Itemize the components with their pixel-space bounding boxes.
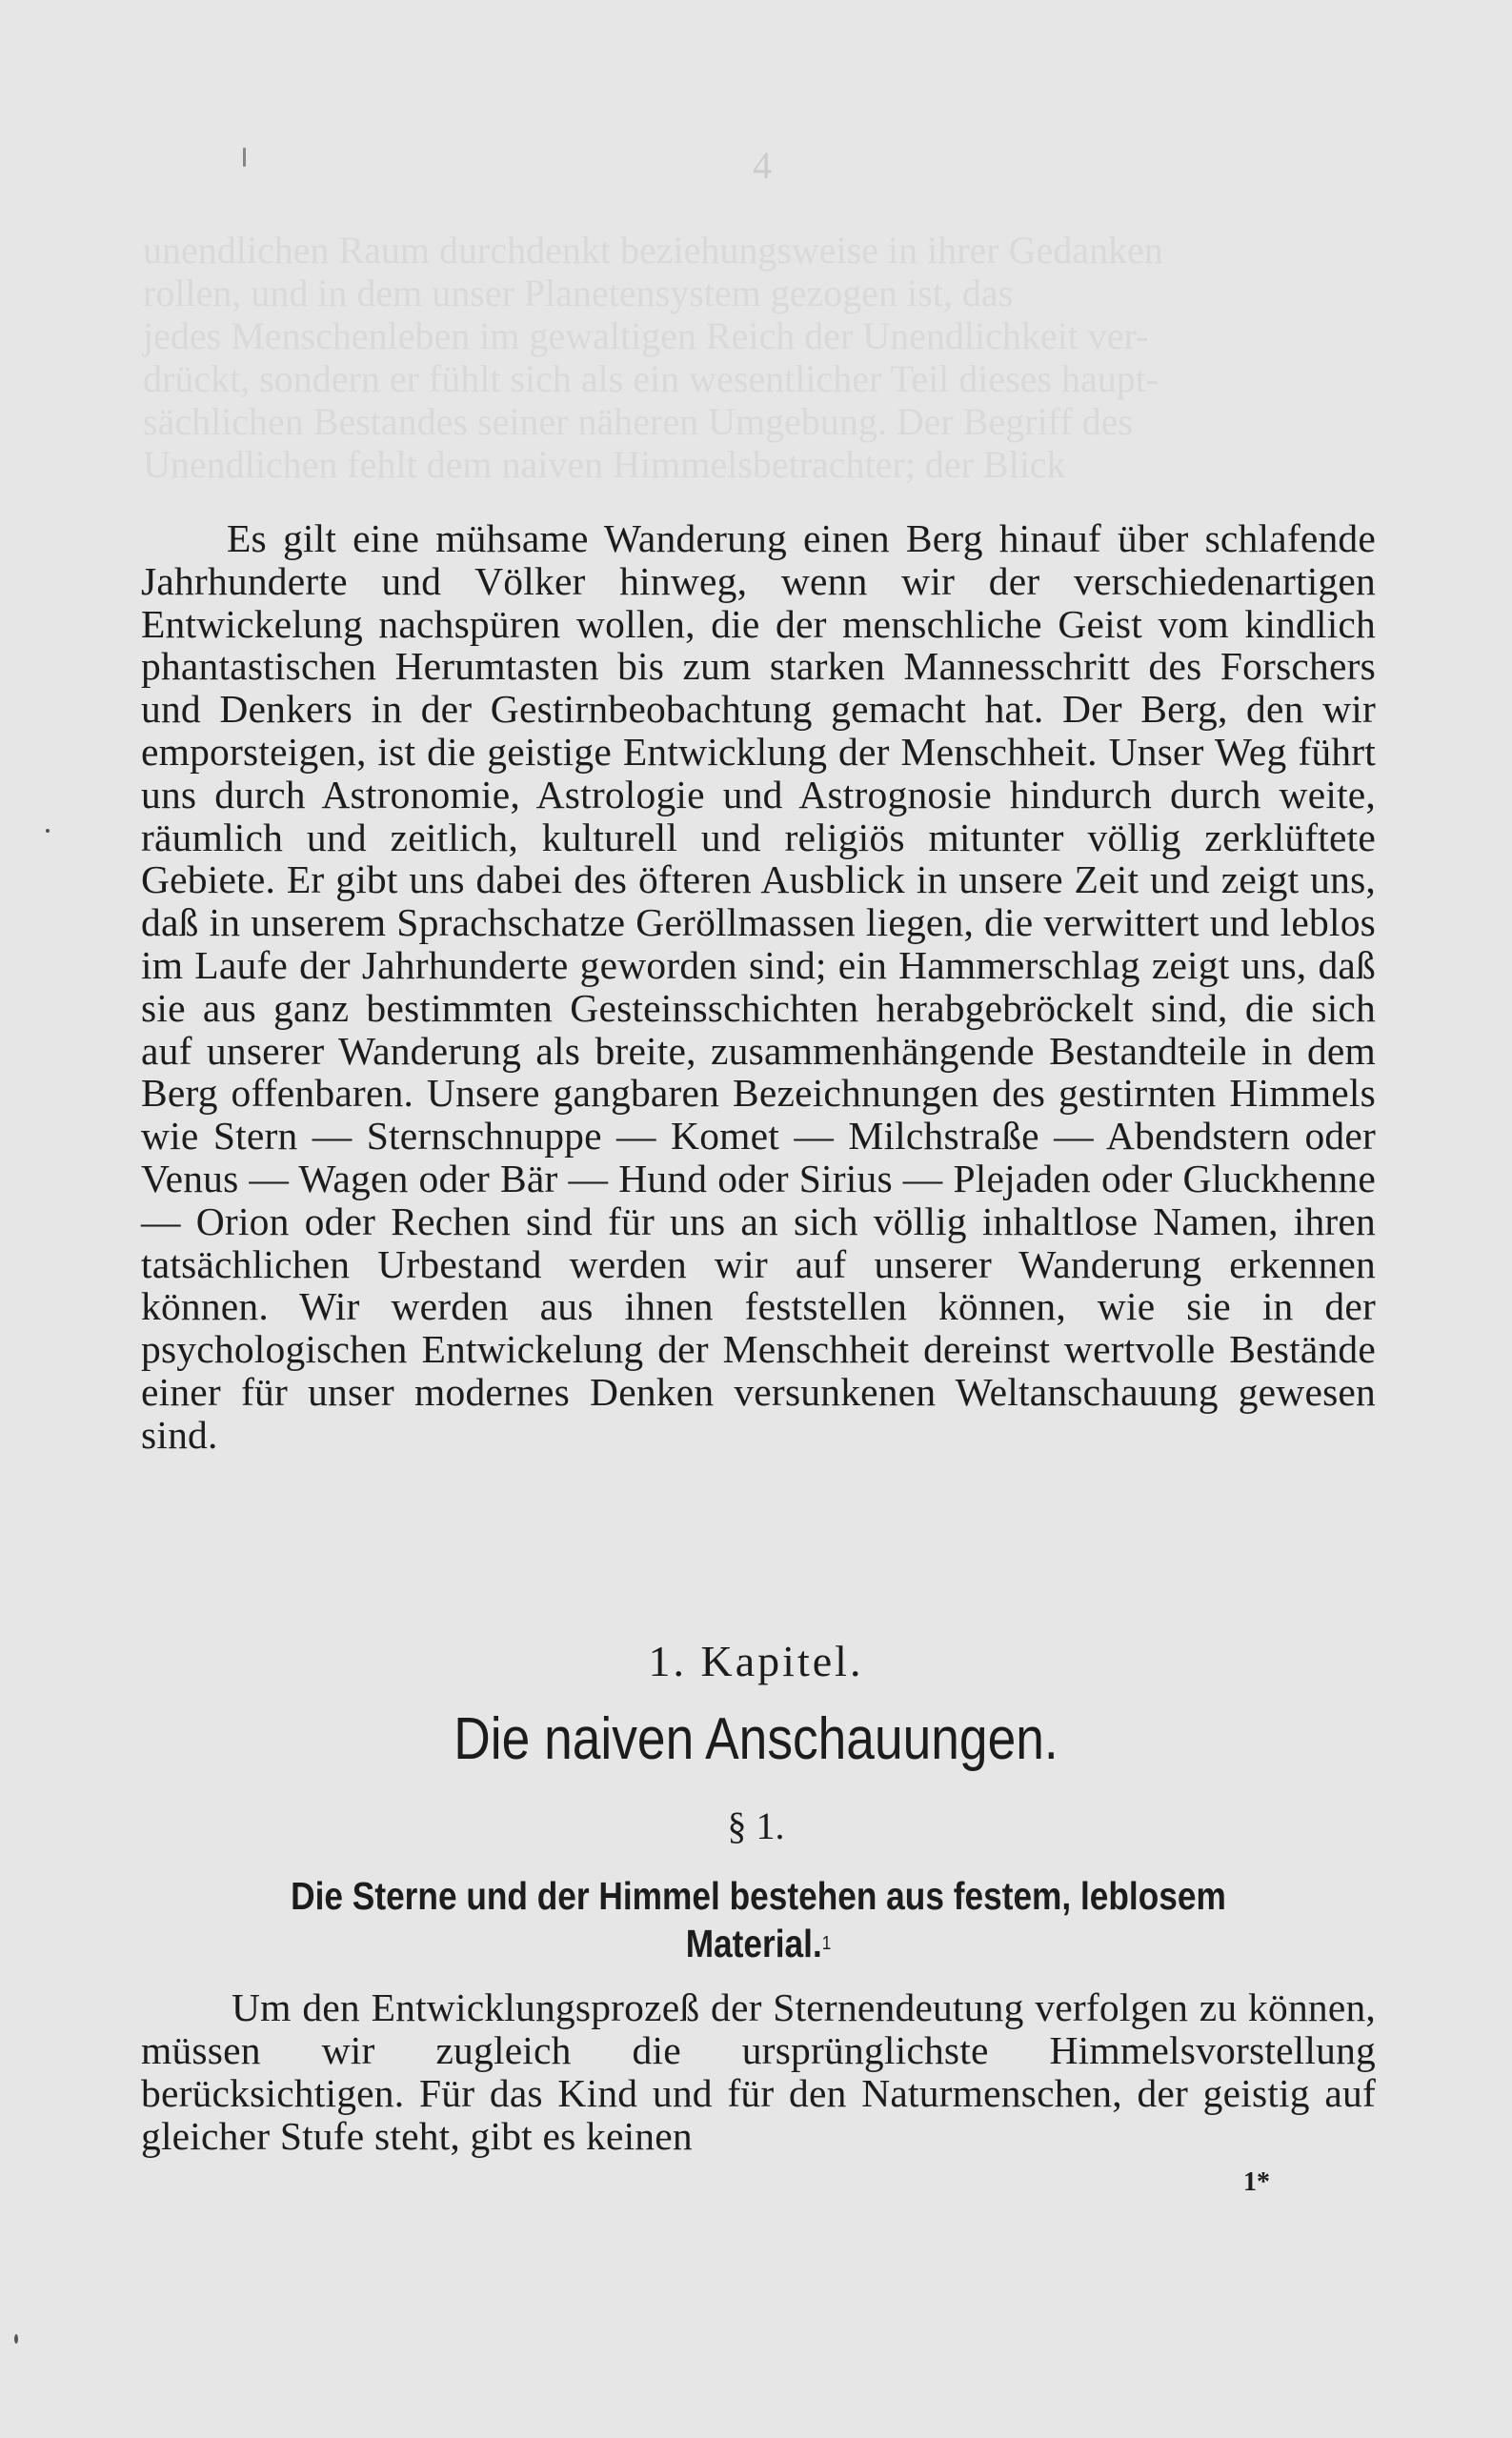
paper-speck [14, 2334, 18, 2344]
chapter-label: 1. Kapitel. [648, 1637, 864, 1685]
intro-paragraph: Es gilt eine mühsame Wanderung einen Berg hinauf über schlafende Jahrhunderte und Völker hinweg, wenn wir der verschiedenartigen Entwickelung nachspüren wollen, die der menschliche Geist vom kindlich phantastischen Herumtasten bis zum starken Mannesschritt des Forschers und Denkers in der Gestirnbeobachtung gemacht hat. Der Berg, den wir emporsteigen, ist die geistige Entwicklung der Menschheit. Unser Weg führt uns durch Astronomie, Astrologie und Astrognosie hindurch durch weite, räumlich und zeitlich, kulturell und religiös mitunter völlig zerklüftete Gebiete. Er gibt uns dabei des öfteren Ausblick in unsere Zeit und zeigt uns, daß in unserem Sprachschatze Geröllmassen liegen, die verwittert und leblos im Laufe der Jahrhunderte geworden sind; ein Hammerschlag zeigt uns, daß sie aus ganz bestimmten Gesteinsschichten herabgebröckelt sind, die sich auf unserer Wanderung als breite, zusammenhängende Bestandteile in dem Berg offenbaren. Unsere gangbaren Bezeichnungen des gestirnten Himmels wie Stern — Sternschnuppe — Komet — Milchstraße — Abendstern oder Venus — Wagen oder Bär — Hund oder Sirius — Plejaden oder Gluckhenne — Orion oder Rechen sind für uns an sich völlig inhaltlose Namen, ihren tatsächlichen Urbestand werden wir auf unserer Wanderung erkennen können. Wir werden aus ihnen feststellen können, wie sie in der psychologischen Entwickelung der Menschheit dereinst wertvolle Bestände einer für unser modernes Denken versunkenen Weltanschauung gewesen sind. [141, 516, 1376, 1457]
ghost-line: unendlichen Raum durchdenkt beziehungsweise in ihrer Gedanken [143, 229, 1163, 272]
bleed-through-page-number: 4 [753, 144, 772, 187]
section-title [228, 1872, 1290, 1967]
footnote-marker: 1 [821, 1933, 832, 1954]
section-number: § 1. [727, 1804, 785, 1847]
signature-mark: 1* [1243, 2167, 1270, 2197]
ghost-line: sächlichen Bestandes seiner näheren Umgebung. Der Begriff des [143, 400, 1133, 443]
paper-speck [243, 148, 246, 167]
chapter-title: Die naiven Anschauungen. [454, 1706, 1058, 1772]
body-paragraph: Um den Entwicklungsprozeß der Sternendeutung verfolgen zu können, müssen wir zugleich die ursprünglichste Himmelsvorstellung berücksichtigen. Für das Kind und für den Naturmenschen, der geistig auf gleicher Stufe steht, gibt es keinen [141, 1985, 1376, 2158]
ghost-line: drückt, sondern er fühlt sich als ein wesentlicher Teil dieses haupt- [143, 357, 1159, 400]
ghost-line: Unendlichen fehlt dem naiven Himmelsbetrachter; der Blick [143, 443, 1066, 486]
ghost-line: jedes Menschenleben im gewaltigen Reich der Unendlichkeit ver- [143, 314, 1149, 357]
bleed-through-text [143, 229, 1381, 486]
section-title-text: Die Sterne und der Himmel bestehen aus festem, leblosem Material. [291, 1874, 1226, 1965]
paper-speck [46, 829, 50, 833]
ghost-line: rollen, und in dem unser Planetensystem gezogen ist, das [143, 272, 1014, 314]
